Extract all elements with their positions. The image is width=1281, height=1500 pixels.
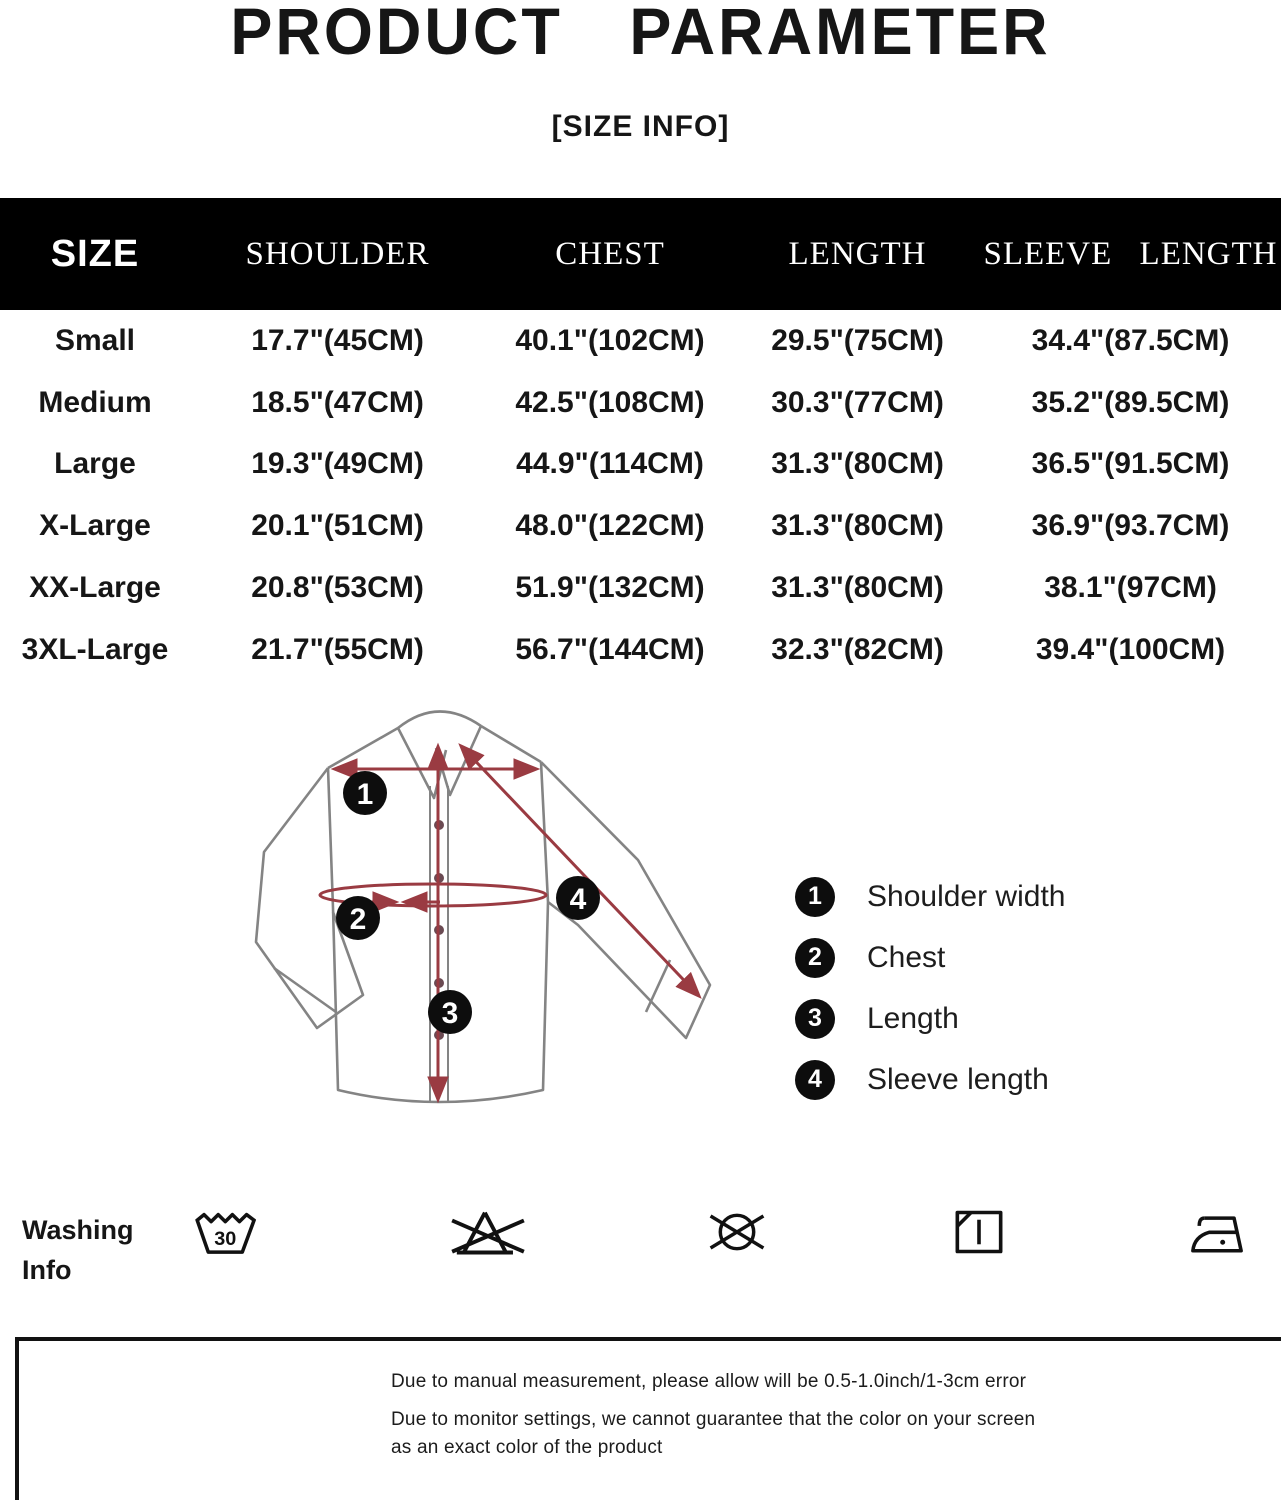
size-label: XX-Large <box>29 571 161 605</box>
wash-30-icon <box>192 1209 260 1257</box>
length-value: 32.3"(82CM) <box>771 632 944 666</box>
legend-badge-2: 2 <box>795 938 835 978</box>
legend-badge-3: 3 <box>795 999 835 1039</box>
size-label: Medium <box>38 385 152 419</box>
disclaimer-line-2: Due to monitor settings, we cannot guarantee that the color on your screen <box>391 1409 1036 1430</box>
disclaimer-line-3: as an exact color of the product <box>391 1437 663 1458</box>
length-value: 30.3"(77CM) <box>771 385 944 419</box>
page-title: PRODUCT PARAMETER <box>230 0 1051 69</box>
badge-2: 2 <box>349 903 367 936</box>
size-label: 3XL-Large <box>21 632 169 666</box>
column-header-length: LENGTH <box>788 235 927 272</box>
length-value: 29.5"(75CM) <box>771 323 944 357</box>
size-label: Small <box>54 323 136 357</box>
chest-value: 48.0"(122CM) <box>515 509 705 543</box>
length-value: 31.3"(80CM) <box>771 571 944 605</box>
chest-value: 51.9"(132CM) <box>515 571 705 605</box>
legend-item-shoulder-width <box>795 866 1065 927</box>
iron-icon <box>1190 1211 1244 1255</box>
measurement-legend <box>795 866 1065 1110</box>
shoulder-value: 21.7"(55CM) <box>251 632 424 666</box>
size-label: Large <box>54 447 136 481</box>
drip-dry-icon <box>953 1208 1005 1256</box>
disclaimer-box <box>15 1337 1281 1500</box>
column-header-size: SIZE <box>50 232 140 275</box>
sleeve-value: 34.4"(87.5CM) <box>1031 323 1230 357</box>
sleeve-value: 39.4"(100CM) <box>1035 632 1226 666</box>
badge-3: 3 <box>441 997 459 1030</box>
disclaimer-line-1: Due to manual measurement, please allow will be 0.5-1.0inch/1-3cm error <box>391 1371 1027 1392</box>
legend-item-sleeve-length <box>795 1049 1065 1110</box>
sleeve-value: 36.9"(93.7CM) <box>1031 509 1230 543</box>
size-table-body <box>0 310 1281 681</box>
legend-badge-4: 4 <box>795 1060 835 1100</box>
wash-temperature: 30 <box>214 1228 237 1251</box>
length-value: 31.3"(80CM) <box>771 447 944 481</box>
do-not-bleach-icon <box>449 1208 527 1258</box>
legend-label: Chest <box>867 940 946 974</box>
sleeve-length-arrow <box>462 747 698 995</box>
chest-value: 44.9"(114CM) <box>516 447 704 481</box>
badge-1: 1 <box>356 778 374 811</box>
column-header-chest: CHEST <box>555 235 665 272</box>
column-header-sleeve-length: SLEEVE LENGTH <box>983 235 1278 272</box>
legend-label: Sleeve length <box>867 1062 1049 1096</box>
legend-item-chest <box>795 927 1065 988</box>
legend-item-length <box>795 988 1065 1049</box>
shoulder-value: 20.8"(53CM) <box>251 571 424 605</box>
sleeve-value: 36.5"(91.5CM) <box>1031 447 1230 481</box>
shoulder-value: 20.1"(51CM) <box>251 509 424 543</box>
do-not-dry-clean-icon <box>705 1208 769 1256</box>
sleeve-value: 35.2"(89.5CM) <box>1031 385 1230 419</box>
badge-4: 4 <box>569 883 587 916</box>
column-header-shoulder: SHOULDER <box>245 235 430 272</box>
length-value: 31.3"(80CM) <box>771 509 944 543</box>
legend-label: Length <box>867 1001 959 1035</box>
size-table-header <box>0 198 1281 310</box>
shirt-measurement-diagram-icon <box>238 690 738 1115</box>
chest-value: 56.7"(144CM) <box>515 632 705 666</box>
shoulder-value: 19.3"(49CM) <box>251 447 424 481</box>
sleeve-value: 38.1"(97CM) <box>1044 571 1217 605</box>
size-info-heading: [SIZE INFO] <box>551 110 730 143</box>
chest-value: 40.1"(102CM) <box>515 323 705 357</box>
washing-info-label: Washing Info <box>22 1215 134 1285</box>
size-label: X-Large <box>39 509 151 543</box>
shoulder-value: 17.7"(45CM) <box>251 323 424 357</box>
chest-value: 42.5"(108CM) <box>515 385 705 419</box>
legend-badge-1: 1 <box>795 877 835 917</box>
shoulder-value: 18.5"(47CM) <box>251 385 424 419</box>
legend-label: Shoulder width <box>867 879 1066 913</box>
